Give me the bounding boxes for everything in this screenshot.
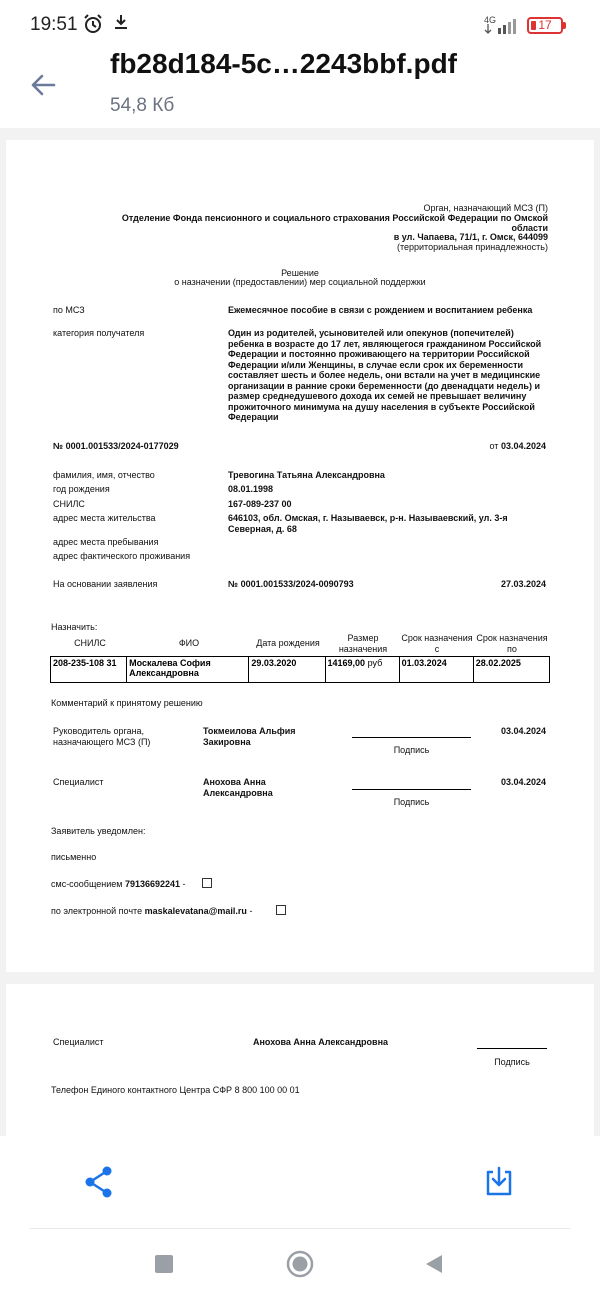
basis-number-value: 0001.001533/2024-0090793 — [240, 579, 354, 589]
number-value: 0001.001533/2024-0177029 — [65, 441, 179, 451]
sms-line — [51, 879, 186, 890]
actual-label: адрес фактического проживания — [53, 551, 191, 561]
page2-signature-label: Подпись — [494, 1057, 530, 1067]
email-line — [51, 906, 252, 917]
basis-number-prefix: № — [228, 579, 239, 589]
msz-value: Ежемесячное пособие в связи с рождением и воспитанием ребенка — [228, 305, 533, 315]
fio-label: фамилия, имя, отчество — [53, 470, 155, 480]
spec-signature-label: Подпись — [393, 797, 430, 807]
letter-label: письменно — [51, 852, 97, 862]
alarm-icon — [82, 13, 104, 41]
battery-tip — [563, 22, 566, 29]
page2-spec-name: Анохова Анна Александровна — [253, 1037, 389, 1047]
stay-label: адрес места пребывания — [53, 537, 159, 547]
email-label: по электронной почте — [51, 906, 143, 916]
file-title: fb28d184-5c…2243bbf.pdf — [110, 48, 457, 79]
cell-amount — [325, 657, 399, 683]
amount-currency: руб — [367, 658, 383, 668]
th-fio: ФИО — [178, 638, 200, 648]
amount-value: 14169,00 — [327, 658, 366, 668]
date-prefix: от — [489, 441, 499, 451]
comment-label: Комментарий к принятому решению — [51, 698, 203, 708]
spec-label: Специалист — [53, 777, 104, 787]
email-dash: - — [249, 906, 253, 916]
recent-apps-icon[interactable] — [155, 1255, 173, 1273]
th-snils: СНИЛС — [74, 638, 106, 648]
page2-signature-line — [477, 1048, 547, 1049]
number-prefix: № — [53, 441, 64, 451]
signal-icon — [482, 18, 520, 34]
category-label: категория получателя — [53, 328, 145, 338]
residence-label: адрес места жительства — [53, 513, 156, 523]
org-name-2: области — [511, 223, 548, 233]
cell-to: 28.02.2025 — [473, 657, 549, 683]
basis-number — [228, 579, 354, 590]
email-checkbox — [276, 905, 286, 915]
territory-note: (территориальная принадлежность) — [396, 242, 548, 252]
snils-value: 167-089-237 00 — [228, 499, 292, 509]
head-signature-line — [352, 737, 471, 738]
sms-number: 79136692241 — [124, 879, 181, 889]
decision-subtitle: о назначении (предоставлении) мер социальной поддержки — [174, 277, 426, 287]
birth-label: год рождения — [53, 484, 110, 494]
snils-label: СНИЛС — [53, 499, 85, 509]
th-birth: Дата рождения — [256, 638, 320, 648]
head-date: 03.04.2024 — [500, 726, 546, 736]
assign-label: Назначить: — [51, 622, 98, 632]
org-address: в ул. Чапаева, 71/1, г. Омск, 644099 — [393, 232, 548, 242]
cell-from: 01.03.2024 — [399, 657, 473, 683]
battery-level: 17 — [538, 18, 552, 32]
th-from: Срок назначения с — [401, 633, 473, 654]
org-label: Орган, назначающий МСЗ (П) — [423, 203, 548, 213]
spec-date: 03.04.2024 — [500, 777, 546, 787]
cell-snils: 208-235-108 31 — [51, 657, 127, 683]
cell-birth: 29.03.2020 — [249, 657, 325, 683]
nav-divider — [30, 1228, 570, 1229]
status-time: 19:51 — [30, 14, 78, 35]
decision-title: Решение — [281, 268, 319, 278]
residence-value: 646103, обл. Омская, г. Называевск, р-н. Называевский, ул. 3-я Северная, д. 68 — [228, 513, 508, 534]
birth-value: 08.01.1998 — [228, 484, 274, 494]
back-arrow-icon[interactable] — [28, 70, 58, 100]
sms-checkbox — [202, 878, 212, 888]
sms-dash: - — [182, 879, 186, 889]
download-status-icon — [113, 13, 129, 36]
th-to: Срок назначения по — [476, 633, 548, 654]
category-value: Один из родителей, усыновителей или опекунов (попечителей) ребенка в возрасте до 17 лет, являющегося гражданином Российской Федерации и постоянно проживающего на территории Российской Федерации и/или Женщины, в случае если срок их беременности составляет шесть и более недель, они встали на учет в медицинские организации в ранние сроки беременности (до двенадцати недель) и размер среднедушевого дохода их семей не превышает величину прожиточного минимума на душу населения в субъекте Российской Федерации — [228, 328, 542, 422]
notified-label: Заявитель уведомлен: — [51, 826, 146, 836]
home-icon[interactable] — [286, 1250, 314, 1278]
date-value: 03.04.2024 — [500, 441, 546, 451]
msz-label: по МСЗ — [53, 305, 85, 315]
network-type: 4G — [484, 15, 497, 25]
decision-number — [53, 441, 179, 452]
fio-value: Тревогина Татьяна Александровна — [228, 470, 385, 480]
share-icon[interactable] — [82, 1164, 116, 1200]
spec-name: Анохова Анна Александровна — [203, 777, 273, 798]
save-download-icon[interactable] — [483, 1164, 515, 1198]
table-row — [51, 657, 550, 683]
phone-line: Телефон Единого контактного Центра СФР 8 800 100 00 01 — [51, 1085, 300, 1095]
page2-spec-label: Специалист — [53, 1037, 104, 1047]
decision-date — [400, 441, 546, 452]
assignment-table — [50, 656, 550, 683]
org-name: Отделение Фонда пенсионного и социального страхования Российской Федерации по Омской — [121, 213, 548, 223]
th-amount: Размер назначения — [338, 633, 388, 654]
head-signature-label: Подпись — [393, 745, 430, 755]
spec-signature-line — [352, 789, 471, 790]
basis-label: На основании заявления — [53, 579, 158, 589]
head-name: Токмеилова Альфия Закировна — [203, 726, 296, 747]
sms-label: смс-сообщением — [51, 879, 123, 889]
email-value: maskalevatana@mail.ru — [144, 906, 247, 916]
head-label: Руководитель органа, назначающего МСЗ (П) — [53, 726, 151, 747]
file-size: 54,8 Кб — [110, 95, 175, 116]
battery-icon — [527, 17, 563, 34]
basis-date: 27.03.2024 — [500, 579, 546, 589]
back-nav-icon[interactable] — [424, 1254, 444, 1274]
cell-fio: Москалева София Александровна — [127, 657, 249, 683]
